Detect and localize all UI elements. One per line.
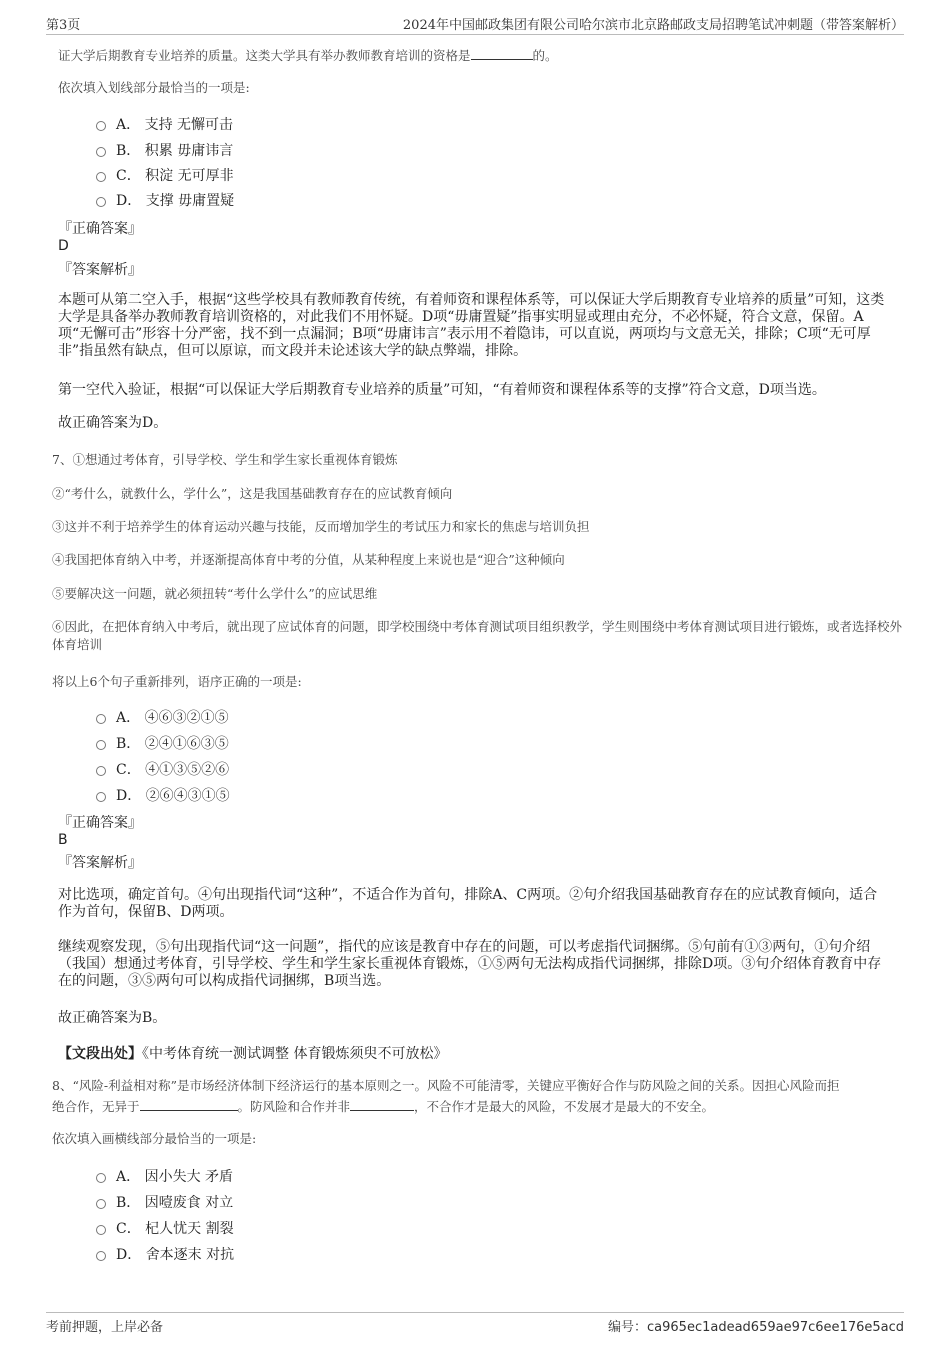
document-code — [608, 1316, 904, 1335]
q6-analysis-p1: 本题可从第二空入手，根据“这些学校具有教师教育传统，有着师资和课程体系等，可以保证大学后期教育专业培养的质量”可知，这类大学是具备举办教师教育培训资格的，对此我们不用怀疑。D项“毋庸置疑”指事实明显或理由充分，不必怀疑，符合文意，保留。A项“无懈可击”形容十分严密，找不到一点漏洞；B项“毋庸讳言”表示用不着隐讳，可以直说，两项均与文意无关，排除；C项“无可厚非”指虽然有缺点，但可以原谅，而文段并未论述该大学的缺点弊端，排除。 — [58, 292, 885, 359]
option-key: B． — [116, 143, 141, 159]
q8-stem-text-1: 绝合作，无异于 — [52, 1099, 140, 1114]
q8-option-d[interactable] — [96, 1246, 234, 1264]
page-number: 第3页 — [46, 18, 81, 33]
q7-option-b[interactable] — [96, 735, 229, 753]
option-text: ④⑥③②①⑤ — [144, 710, 229, 726]
q7-sentence-6: ⑥因此，在把体育纳入中考后，就出现了应试体育的问题，即学校围绕中考体育测试项目组织教学，学生则围绕中考体育测试项目进行锻炼，或者选择校外体育培训 — [52, 619, 903, 652]
source-title: 《中考体育统一测试调整 体育锻炼须臾不可放松》 — [142, 1046, 448, 1062]
option-text: 因小失大 矛盾 — [144, 1169, 234, 1185]
q7-analysis-p3: 故正确答案为B。 — [58, 1010, 167, 1026]
option-key: B． — [116, 736, 141, 752]
q7-answer-label: 『正确答案』 — [58, 815, 142, 831]
q6-stem — [58, 46, 558, 65]
option-key: A． — [116, 117, 141, 133]
q7-sentence-1: 7、①想通过考体育，引导学校、学生和学生家长重视体育锻炼 — [52, 452, 398, 467]
radio-icon[interactable] — [96, 792, 106, 802]
option-text: ②④①⑥③⑤ — [144, 736, 229, 752]
q8-stem-line-1: 8、“风险-利益相对称”是市场经济体制下经济运行的基本原则之一。风险不可能清零，关键应平衡好合作与防风险之间的关系。因担心风险而拒 — [52, 1078, 840, 1093]
radio-icon[interactable] — [96, 147, 106, 157]
radio-icon[interactable] — [96, 1199, 106, 1209]
option-text: 杞人忧天 割裂 — [145, 1221, 234, 1237]
q6-stem-text-a: 证大学后期教育专业培养的质量。这类大学具有举办教师教育培训的资格是 — [58, 48, 471, 63]
option-text: 积淀 无可厚非 — [145, 168, 234, 184]
option-text: ④①③⑤②⑥ — [145, 762, 230, 778]
option-text: 因噎废食 对立 — [144, 1195, 234, 1211]
q7-analysis-p1: 对比选项，确定首句。④句出现指代词“这种”，不适合作为首句，排除A、C两项。②句介绍我国基础教育存在的应试教育倾向，适合作为首句，保留B、D两项。 — [58, 887, 878, 920]
q6-option-c[interactable] — [96, 167, 234, 185]
q8-blank-1 — [140, 1097, 238, 1111]
q6-answer-label: 『正确答案』 — [58, 221, 142, 237]
option-key: A． — [116, 710, 141, 726]
q6-option-b[interactable] — [96, 142, 233, 160]
option-text: 积累 毋庸讳言 — [144, 143, 234, 159]
q6-stem-text-b: 的。 — [532, 48, 558, 63]
option-key: C． — [116, 168, 141, 184]
option-text: 支持 无懈可击 — [144, 117, 234, 133]
radio-icon[interactable] — [96, 766, 106, 776]
radio-icon[interactable] — [96, 740, 106, 750]
radio-icon[interactable] — [96, 1251, 106, 1261]
radio-icon[interactable] — [96, 172, 106, 182]
q6-blank — [471, 46, 533, 60]
option-key: D． — [116, 193, 142, 209]
radio-icon[interactable] — [96, 1225, 106, 1235]
option-text: 支撑 毋庸置疑 — [145, 193, 235, 209]
q8-option-a[interactable] — [96, 1168, 233, 1186]
source-label: 【文段出处】 — [58, 1046, 142, 1062]
q6-answer: D — [58, 238, 69, 254]
q8-stem-text-2: 。防风险和合作并非 — [237, 1099, 351, 1114]
page-footer — [46, 1312, 904, 1335]
document-title: 2024年中国邮政集团有限公司哈尔滨市北京路邮政支局招聘笔试冲刺题（带答案解析） — [402, 18, 904, 33]
q6-analysis-p3: 故正确答案为D。 — [58, 415, 168, 431]
footer-slogan: 考前押题，上岸必备 — [46, 1320, 164, 1335]
q8-stem-text-3: ，不合作才是最大的风险，不发展才是最大的不安全。 — [414, 1099, 715, 1114]
q7-sentence-2: ②“考什么，就教什么，学什么”，这是我国基础教育存在的应试教育倾向 — [52, 486, 453, 501]
q7-sentence-3: ③这并不利于培养学生的体育运动兴趣与技能，反而增加学生的考试压力和家长的焦虑与培训负担 — [52, 519, 590, 534]
q7-prompt: 将以上6个句子重新排列，语序正确的一项是: — [52, 674, 302, 689]
q7-analysis-p2: 继续观察发现，⑤句出现指代词“这一问题”，指代的应该是教育中存在的问题，可以考虑指代词捆绑。⑤句前有①③两句，①句介绍（我国）想通过考体育，引导学校、学生和学生家长重视体育锻炼，①⑤两句无法构成指代词捆绑，排除D项。③句介绍体育教育中存在的问题，③⑤两句可以构成指代词捆绑，B项当选。 — [58, 939, 882, 989]
option-key: C． — [116, 762, 141, 778]
option-text: 舍本逐末 对抗 — [145, 1247, 235, 1263]
q7-source — [58, 1043, 447, 1063]
q8-blank-2 — [350, 1097, 414, 1111]
option-key: C． — [116, 1221, 141, 1237]
q7-sentence-4: ④我国把体育纳入中考，并逐渐提高体育中考的分值，从某种程度上来说也是“迎合”这种倾向 — [52, 552, 565, 567]
radio-icon[interactable] — [96, 1173, 106, 1183]
q6-analysis-p2: 第一空代入验证，根据“可以保证大学后期教育专业培养的质量”可知，“有着师资和课程体系等的支撑”符合文意，D项当选。 — [58, 382, 826, 398]
code-value: ca965ec1adead659ae97c6ee176e5acd — [647, 1320, 904, 1335]
code-label: 编号： — [608, 1320, 648, 1335]
option-key: B． — [116, 1195, 141, 1211]
option-key: D． — [116, 1247, 142, 1263]
q7-sentence-5: ⑤要解决这一问题，就必须扭转“考什么学什么”的应试思维 — [52, 586, 378, 601]
option-key: A． — [116, 1169, 141, 1185]
q7-option-a[interactable] — [96, 709, 229, 727]
radio-icon[interactable] — [96, 197, 106, 207]
q8-option-b[interactable] — [96, 1194, 233, 1212]
q7-analysis-label: 『答案解析』 — [58, 855, 142, 871]
q6-prompt: 依次填入划线部分最恰当的一项是: — [58, 80, 250, 95]
q8-option-c[interactable] — [96, 1220, 234, 1238]
option-text: ②⑥④③①⑤ — [145, 788, 230, 804]
q8-prompt: 依次填入画横线部分最恰当的一项是: — [52, 1131, 257, 1146]
option-key: D． — [116, 788, 142, 804]
q7-option-c[interactable] — [96, 761, 229, 779]
q8-stem-line-2 — [52, 1097, 714, 1116]
q6-option-d[interactable] — [96, 192, 234, 210]
radio-icon[interactable] — [96, 121, 106, 131]
page-header — [46, 14, 904, 35]
q7-answer: B — [58, 832, 68, 848]
q6-option-a[interactable] — [96, 116, 233, 134]
q6-analysis-label: 『答案解析』 — [58, 262, 142, 278]
q7-option-d[interactable] — [96, 787, 230, 805]
radio-icon[interactable] — [96, 714, 106, 724]
